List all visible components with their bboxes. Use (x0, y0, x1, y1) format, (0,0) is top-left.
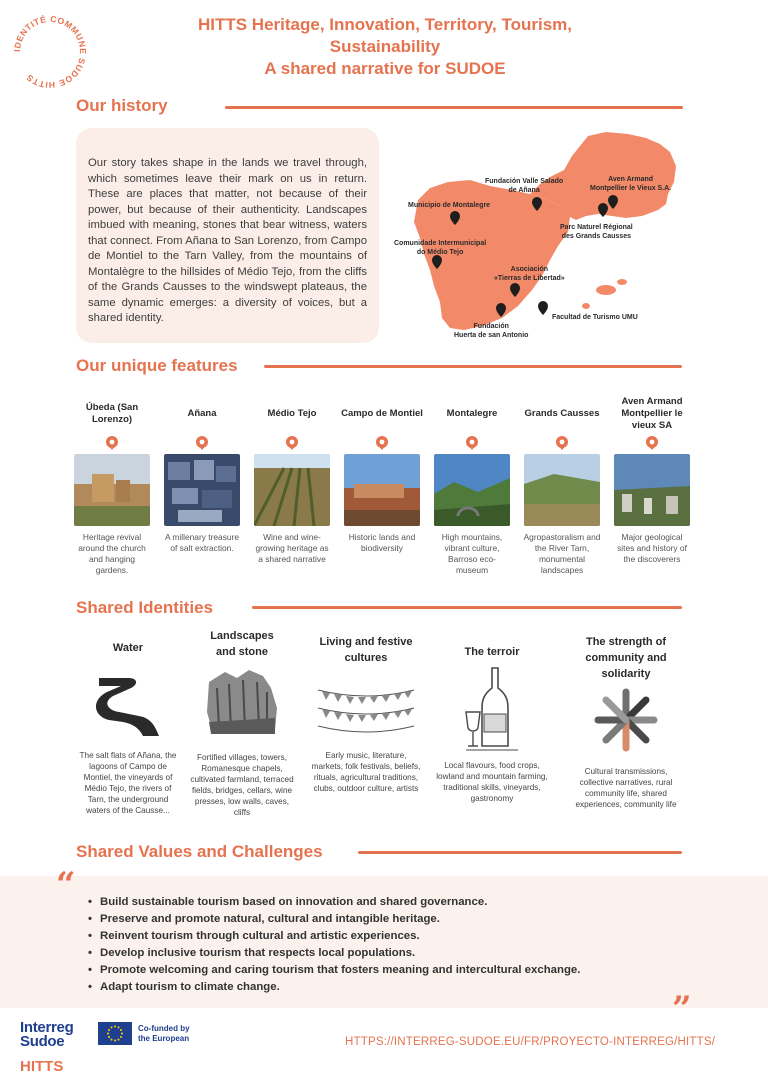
map-label-medio-tejo: Comunidade Intermunicipal do Médio Tejo (394, 240, 487, 256)
values-title: Shared Values and Challenges (76, 842, 323, 861)
location-pin-icon (556, 436, 568, 450)
identity-cultures (310, 634, 422, 794)
value-item: • Develop inclusive tourism that respects local populations. (88, 945, 688, 962)
map-label-umu: Facultad de Turismo UMU (552, 314, 638, 321)
feature-grands-causses (519, 392, 605, 576)
identity-desc: Local flavours, food crops, lowland and mountain farming, traditional skills, vineyards, gastronomy (436, 761, 548, 803)
cofunded-label: Co-funded by the European (138, 1024, 190, 1043)
map-label-tierras-libertad: Asociación «Tierras de Libertad» (494, 266, 565, 282)
values-rule (358, 851, 682, 854)
feature-campo-montiel (339, 392, 425, 554)
location-pin-icon (286, 436, 298, 450)
location-pin-icon (646, 436, 658, 450)
feature-name: Aven Armand Montpellier le vieux SA (621, 396, 683, 431)
identity-desc: Fortified villages, towers, Romanesque chapels, cultivated farmland, terraced fields, bridges, cellars, wine presses, low walls, caves, cliffs (190, 753, 294, 817)
value-item: • Reinvent tourism through cultural and artistic experiences. (88, 928, 688, 945)
header-line-2: Sustainability (329, 37, 441, 56)
aven-armand-photo (614, 454, 690, 526)
feature-desc: Agropastoralism and the River Tarn, monumental landscapes (523, 532, 601, 575)
project-url-link[interactable]: HTTPS://INTERREG-SUDOE.EU/FR/PROYECTO-INTERREG/HITTS/ (345, 1036, 716, 1048)
montalegre-photo (434, 454, 510, 526)
map-label-huerta: Fundación Huerta de san Antonio (454, 323, 529, 339)
identity-title: The strength of community and solidarity (585, 636, 667, 680)
feature-desc: Wine and wine-growing heritage as a shared narrative (255, 532, 329, 564)
pin-umu (538, 301, 548, 315)
identity-title: Water (112, 642, 144, 654)
feature-name: Añana (187, 408, 217, 419)
map-label-grands-causses: Parc Naturel Régional des Grands Causses (560, 224, 633, 240)
map-label-montalegre: Municipio de Montalegre (408, 202, 491, 209)
header-line-1: HITTS Heritage, Innovation, Territory, Tourism, (197, 15, 573, 34)
island-menorca (617, 279, 627, 285)
map-label-aven-armand: Aven Armand Montpellier le Vieux S.A. (590, 176, 672, 192)
identity-landscapes (188, 628, 296, 818)
page-header (120, 14, 650, 80)
feature-desc: Historic lands and biodiversity (348, 532, 416, 553)
feature-desc: Major geological sites and history of the discoverers (617, 532, 687, 564)
identities-title: Shared Identities (76, 598, 213, 617)
values-list (88, 894, 688, 996)
interreg-text: Interreg (20, 1019, 74, 1036)
map-label-anana: Fundación Valle Salado de Añana (485, 178, 564, 194)
wine-bottle-glass-icon (462, 666, 522, 752)
ubeda-photo (74, 454, 150, 526)
feature-name: Médio Tejo (267, 408, 317, 419)
identity-water (76, 638, 180, 816)
bunting-icon (316, 686, 416, 738)
feature-aven-armand (609, 392, 695, 565)
campo-montiel-photo (344, 454, 420, 526)
map-shape (390, 130, 690, 348)
feature-montalegre (429, 392, 515, 576)
identities-rule (252, 606, 682, 609)
identity-desc: The salt flats of Añana, the lagoons of Campo de Montiel, the vineyards of Médio Tejo, the rivers of Tarn, the underground waters of the Causse... (79, 751, 177, 815)
location-pin-icon (466, 436, 478, 450)
feature-name: Montalegre (446, 408, 498, 419)
sudoe-text: Sudoe (20, 1033, 65, 1050)
identity-desc: Early music, literature, markets, folk festivals, beliefs, rituals, agricultural traditions, clubs, outdoor culture, artists (311, 751, 421, 793)
identity-stamp-logo (8, 10, 92, 94)
medio-tejo-photo (254, 454, 330, 526)
features-rule (264, 365, 682, 368)
value-item: • Promote welcoming and caring tourism that fosters meaning and intercultural exchange. (88, 962, 688, 979)
grands-causses-photo (524, 454, 600, 526)
location-pin-icon (196, 436, 208, 450)
identity-title: The terroir (464, 646, 520, 658)
feature-ubeda (69, 392, 155, 576)
identity-title: Landscapes and stone (210, 630, 274, 658)
sudoe-map (390, 130, 690, 348)
value-item: • Adapt tourism to climate change. (88, 979, 688, 996)
stamp-text: IDENTITÉ COMMUNE SUDOE HITTS (11, 13, 89, 91)
header-line-3: A shared narrative for SUDOE (264, 59, 506, 78)
svg-text:IDENTITÉ COMMUNE SUDOE HITTS (12, 14, 88, 90)
history-title: Our history (76, 96, 168, 115)
identity-terroir (436, 644, 548, 804)
hitts-logo: HITTS (20, 1058, 64, 1075)
island-mallorca (596, 285, 616, 295)
identity-desc: Cultural transmissions, collective narratives, rural community life, shared experiences, community life (575, 767, 677, 809)
feature-desc: Heritage revival around the church and hanging gardens. (78, 532, 146, 575)
close-quote-icon: ” (672, 989, 692, 1029)
eu-flag-icon (98, 1022, 132, 1045)
feature-name: Grands Causses (524, 408, 600, 419)
stone-cliff-icon (205, 668, 279, 736)
value-item: • Preserve and promote natural, cultural and intangible heritage. (88, 911, 688, 928)
value-item: • Build sustainable tourism based on innovation and shared governance. (88, 894, 688, 911)
features-title: Our unique features (76, 356, 238, 375)
feature-name: Úbeda (San Lorenzo) (85, 402, 139, 425)
location-pin-icon (106, 436, 118, 450)
interreg-sudoe-logo (20, 1021, 73, 1049)
location-pin-icon (376, 436, 388, 450)
feature-name: Campo de Montiel (341, 408, 423, 419)
identity-community (570, 634, 682, 810)
history-text: Our story takes shape in the lands we travel through, which sometimes leave their mark on us in return. These are places that matter, not because of their power, but because of their authenticity. Landscapes imbued with meaning, stones that bear witness, waters that connect. From Añana to San Lorenzo, from Campo de Montiel to the Tarn Valley, from the mountains of Montalègre to the hillsides of Médio Tejo, from the cliffs of the Grands Causses to the windswept plateaus, the same dynamic emerges: a diversity of voices, but a shared identity. (88, 157, 367, 324)
island-ibiza (582, 303, 590, 309)
open-quote-icon: “ (56, 865, 76, 905)
feature-desc: A millenary treasure of salt extraction. (164, 532, 239, 553)
water-icon (93, 676, 163, 738)
feature-medio-tejo (249, 392, 335, 565)
history-rule (225, 106, 683, 109)
history-panel (76, 128, 379, 343)
feature-desc: High mountains, vibrant culture, Barroso eco-museum (441, 532, 503, 575)
identity-title: Living and festive cultures (319, 636, 413, 664)
anana-photo (164, 454, 240, 526)
community-hands-icon (594, 688, 658, 752)
feature-anana (159, 392, 245, 554)
